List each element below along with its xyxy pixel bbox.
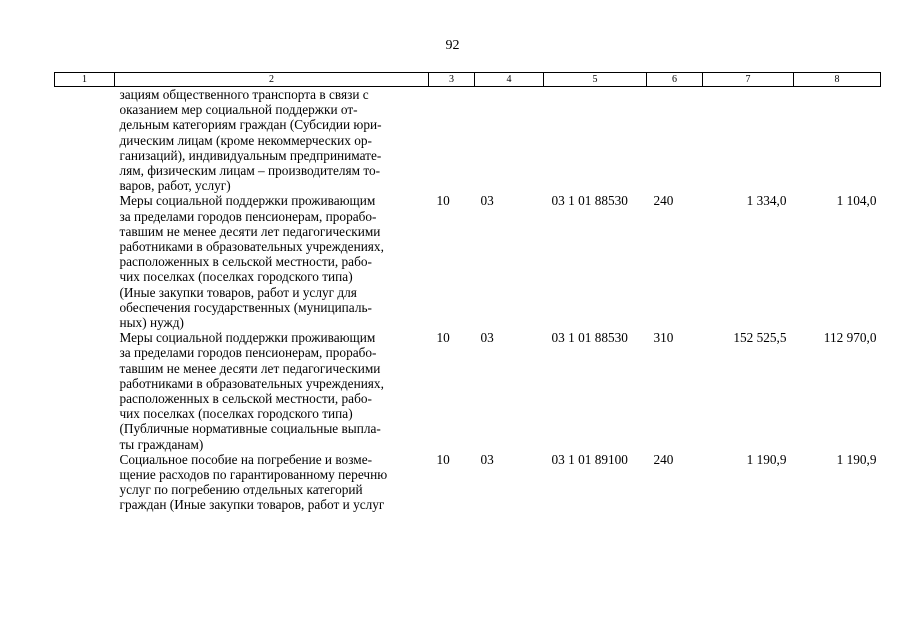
- row-description: зациям общественного транспорта в связи с оказанием мер социальной поддержки от- дельным категориям граждан (Субсидии юри- дическим лицам (кроме некоммерческих ор- ганизаций), индивидуальным предпринимате- лям, физическим лицам – производителям то- варов, работ, услуг): [119, 87, 382, 194]
- table-row: [55, 87, 881, 194]
- header-col-7: 7: [703, 73, 794, 87]
- row-expense-type: 240: [653, 451, 674, 467]
- row-amount-2: 112 970,0: [823, 330, 877, 346]
- row-amount-1: 152 525,5: [733, 330, 787, 346]
- row-subsection-code: 03: [480, 330, 494, 346]
- page-number: 92: [445, 38, 460, 53]
- row-expense-type: 240: [653, 193, 674, 209]
- row-subsection-code: 03: [480, 451, 494, 467]
- table-row: [55, 452, 881, 513]
- row-subsection-code: 03: [480, 193, 494, 209]
- row-blank-cell: [55, 330, 115, 452]
- row-section-code: [429, 87, 475, 194]
- table-row: [55, 193, 881, 330]
- row-subsection-code: [475, 87, 544, 194]
- row-description: Меры социальной поддержки проживающим за пределами городов пенсионерам, прорабо- тавшим не менее десяти лет педагогическими работниками в образовательных учреждениях, расположенных в сельской местности, рабо- чих поселках (поселках городского типа) (Публичные нормативные социальные выпла- ты гражданам): [119, 330, 384, 452]
- header-col-4: 4: [475, 73, 544, 87]
- row-section-code: 10: [436, 451, 450, 467]
- header-col-3: 3: [429, 73, 475, 87]
- row-blank-cell: [55, 193, 115, 330]
- header-col-5: 5: [544, 73, 647, 87]
- budget-table: [54, 72, 881, 513]
- column-number-header: [55, 73, 881, 87]
- row-section-code: 10: [436, 193, 450, 209]
- row-description: Меры социальной поддержки проживающим за пределами городов пенсионерам, прорабо- тавшим не менее десяти лет педагогическими работниками в образовательных учреждениях, расположенных в сельской местности, рабо- чих поселках (поселках городского типа) (Иные закупки товаров, работ и услуг для обеспечения государственных (муниципаль- ных) нужд): [119, 193, 384, 331]
- row-amount-1: 1 334,0: [746, 193, 787, 209]
- row-amount-1: [703, 87, 794, 194]
- row-amount-2: 1 190,9: [836, 451, 877, 467]
- row-expense-type: [647, 87, 703, 194]
- row-description: Социальное пособие на погребение и возме- щение расходов по гарантированному перечню услуг по погребению отдельных категорий граждан (Иные закупки товаров, работ и услуг: [119, 451, 388, 513]
- header-col-1: 1: [55, 73, 115, 87]
- row-target-article: 03 1 01 88530: [551, 330, 628, 346]
- table-row: [55, 330, 881, 452]
- header-col-8: 8: [794, 73, 881, 87]
- row-section-code: 10: [436, 330, 450, 346]
- row-expense-type: 310: [653, 330, 674, 346]
- header-col-6: 6: [647, 73, 703, 87]
- row-blank-cell: [55, 452, 115, 513]
- row-target-article: [544, 87, 647, 194]
- row-target-article: 03 1 01 88530: [551, 193, 628, 209]
- row-amount-1: 1 190,9: [746, 451, 787, 467]
- header-col-2: 2: [115, 73, 429, 87]
- row-amount-2: [794, 87, 881, 194]
- row-amount-2: 1 104,0: [836, 193, 877, 209]
- row-blank-cell: [55, 87, 115, 194]
- row-target-article: 03 1 01 89100: [551, 451, 628, 467]
